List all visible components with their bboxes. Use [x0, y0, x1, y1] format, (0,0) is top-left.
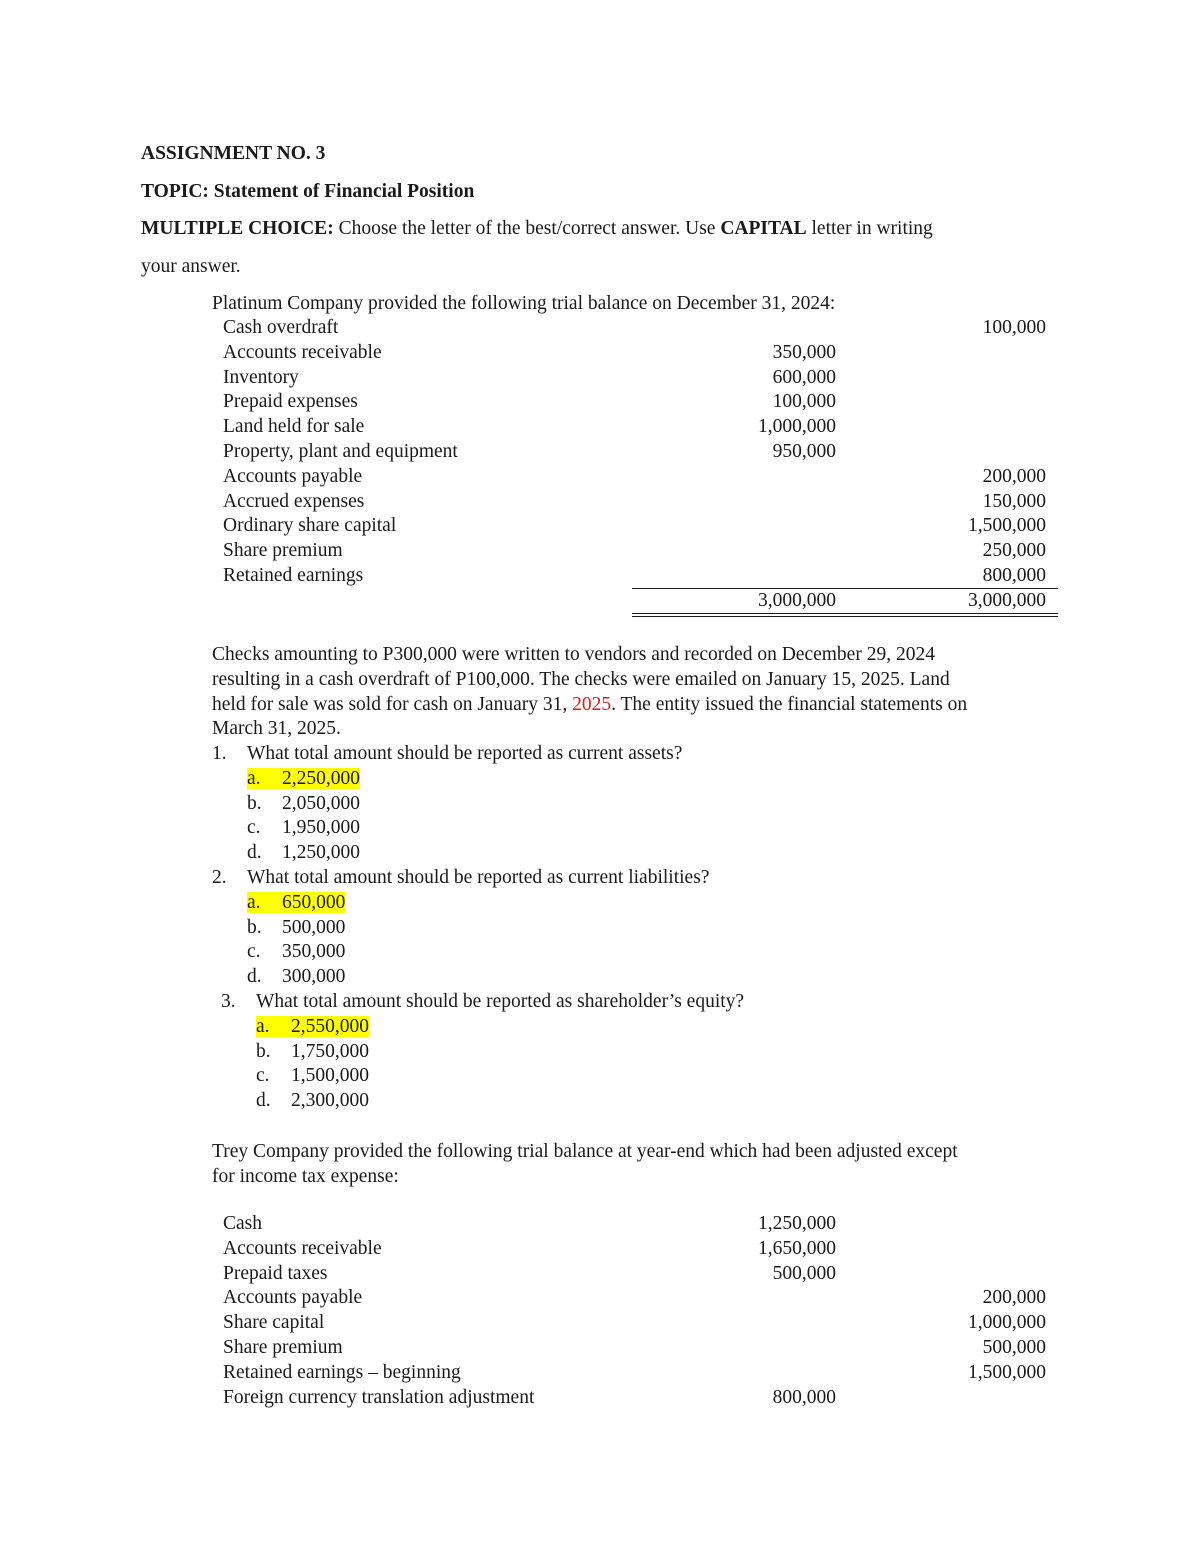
tb-row	[223, 1212, 1058, 1237]
option-letter: c.	[256, 1065, 270, 1087]
tb-row	[223, 1237, 1058, 1262]
option-row[interactable]	[212, 916, 709, 941]
tb-credit-value: 250,000	[982, 540, 1046, 562]
tb-debit-value: 950,000	[772, 441, 836, 462]
option-row[interactable]	[212, 940, 709, 965]
tb-debit-value: 800,000	[772, 1386, 836, 1408]
option-row[interactable]	[212, 891, 709, 916]
question-number: 3.	[221, 991, 236, 1012]
tb-row	[223, 539, 1058, 564]
tb-account-label: Share premium	[223, 540, 343, 562]
tb-row	[223, 1361, 1058, 1386]
option-letter: b.	[247, 916, 262, 938]
option-row[interactable]	[221, 1089, 744, 1114]
option-row[interactable]	[212, 816, 682, 841]
tb-account-label: Prepaid expenses	[223, 391, 358, 413]
tb-row	[223, 564, 1058, 589]
option-value: 2,250,000	[282, 767, 360, 789]
tb-debit-value: 350,000	[772, 341, 836, 363]
tb-row	[223, 1311, 1058, 1336]
tb-credit-value: 1,500,000	[968, 1361, 1046, 1383]
question-text: What total amount should be reported as current liabilities?	[247, 867, 710, 888]
option-row[interactable]	[212, 767, 682, 792]
option-value: 2,300,000	[291, 1090, 369, 1112]
tb-credit-value: 1,000,000	[968, 1312, 1046, 1334]
question-2-stem	[212, 866, 709, 891]
option-row[interactable]	[212, 965, 709, 990]
tb-debit-value: 1,250,000	[758, 1213, 836, 1234]
option-value: 2,050,000	[282, 792, 360, 814]
tb-row	[223, 366, 1058, 391]
tb-account-label: Share capital	[223, 1312, 325, 1334]
tb-account-label: Foreign currency translation adjustment	[223, 1386, 535, 1408]
option-letter: d.	[247, 842, 262, 864]
option-letter: d.	[256, 1090, 271, 1112]
option-value: 1,500,000	[291, 1065, 369, 1087]
option-value: 1,950,000	[282, 817, 360, 839]
tb-credit-value: 800,000	[982, 565, 1046, 586]
mc-instructions-line-2: your answer.	[141, 256, 241, 277]
tb-row	[223, 1386, 1058, 1411]
mc-instructions-text-2: letter in writing	[811, 218, 933, 239]
topic-label: TOPIC:	[141, 181, 209, 202]
tb-credit-value: 200,000	[982, 1287, 1046, 1309]
option-letter: b.	[247, 792, 262, 814]
option-letter: b.	[256, 1040, 271, 1062]
tb-row	[223, 1262, 1058, 1287]
tb-total-credit: 3,000,000	[968, 589, 1046, 611]
tb-row	[223, 316, 1058, 341]
narrative-line-3b: . The entity issued the financial statements on	[611, 693, 968, 715]
tb-row	[223, 1286, 1058, 1311]
trial-balance-1	[223, 316, 1058, 616]
option-highlight	[256, 1016, 369, 1037]
tb-account-label: Accrued expenses	[223, 490, 365, 512]
option-letter: c.	[247, 817, 261, 839]
question-1-stem	[212, 742, 682, 767]
narrative-line-4: March 31, 2025.	[212, 718, 341, 740]
tb-debit-value: 1,650,000	[758, 1237, 836, 1259]
tb-account-label: Accounts payable	[223, 465, 363, 487]
tb-account-label: Prepaid taxes	[223, 1262, 328, 1284]
tb-row	[223, 514, 1058, 539]
tb-account-label: Property, plant and equipment	[223, 441, 458, 462]
tb-credit-value: 150,000	[982, 490, 1046, 512]
tb-debit-value: 600,000	[772, 366, 836, 388]
option-highlight	[247, 892, 345, 913]
option-value: 1,750,000	[291, 1040, 369, 1062]
problem2-intro-line-2: for income tax expense:	[212, 1165, 399, 1187]
tb-row	[223, 440, 1058, 465]
tb-debit-value: 100,000	[772, 391, 836, 413]
tb-account-label: Retained earnings	[223, 565, 364, 586]
option-row[interactable]	[221, 1015, 744, 1040]
narrative-line-1: Checks amounting to P300,000 were written to vendors and recorded on December 29, 2024	[212, 644, 935, 665]
option-row[interactable]	[212, 792, 682, 817]
question-text: What total amount should be reported as current assets?	[247, 743, 683, 764]
option-row[interactable]	[212, 841, 682, 866]
tb-double-rule	[632, 613, 1058, 617]
tb-row	[223, 490, 1058, 515]
mc-instructions-text-1: Choose the letter of the best/correct answer. Use	[338, 218, 716, 239]
narrative-red-year: 2025	[572, 693, 612, 715]
narrative-line-3a: held for sale was sold for cash on January 31,	[212, 693, 568, 715]
topic-text: Statement of Financial Position	[213, 181, 475, 202]
option-letter: a.	[247, 767, 261, 789]
option-letter: a.	[256, 1015, 270, 1037]
option-row[interactable]	[221, 1040, 744, 1065]
option-value: 1,250,000	[282, 842, 360, 864]
question-text: What total amount should be reported as shareholder’s equity?	[256, 991, 745, 1012]
tb-account-label: Accounts receivable	[223, 341, 382, 363]
tb-account-label: Cash overdraft	[223, 317, 339, 338]
option-letter: a.	[247, 891, 261, 913]
tb-account-label: Share premium	[223, 1337, 343, 1358]
tb-account-label: Ordinary share capital	[223, 515, 397, 537]
tb-total-row	[223, 589, 1058, 614]
tb-account-label: Accounts payable	[223, 1287, 363, 1309]
mc-capital: CAPITAL	[720, 218, 807, 239]
tb-account-label: Cash	[223, 1213, 262, 1234]
trial-balance-2	[223, 1212, 1058, 1422]
option-value: 500,000	[282, 916, 346, 938]
tb-account-label: Land held for sale	[223, 416, 365, 438]
option-letter: c.	[247, 941, 261, 963]
option-highlight	[247, 768, 360, 789]
topic-line	[141, 181, 474, 203]
question-2	[212, 866, 709, 990]
tb-credit-value: 1,500,000	[968, 515, 1046, 537]
tb-row	[223, 341, 1058, 366]
tb-row	[223, 415, 1058, 440]
narrative-line-2: resulting in a cash overdraft of P100,000. The checks were emailed on January 15, 2025. Land	[212, 668, 950, 690]
tb-credit-value: 100,000	[982, 317, 1046, 338]
assignment-title: ASSIGNMENT NO. 3	[141, 143, 326, 164]
option-value: 350,000	[282, 941, 346, 963]
tb-account-label: Retained earnings – beginning	[223, 1361, 461, 1383]
question-3	[221, 990, 744, 1114]
mc-instructions-line-1	[141, 218, 933, 240]
option-value: 300,000	[282, 966, 346, 988]
problem2-intro	[212, 1140, 958, 1190]
mc-label: MULTIPLE CHOICE:	[141, 218, 334, 239]
tb-row	[223, 465, 1058, 490]
tb-row	[223, 390, 1058, 415]
problem1-intro: Platinum Company provided the following trial balance on December 31, 2024:	[212, 293, 836, 314]
tb-debit-value: 1,000,000	[758, 416, 836, 438]
question-number: 2.	[212, 867, 227, 888]
question-3-stem	[221, 990, 744, 1015]
tb-total-debit: 3,000,000	[758, 589, 836, 611]
option-value: 2,550,000	[291, 1015, 369, 1037]
tb-account-label: Inventory	[223, 366, 299, 388]
option-row[interactable]	[221, 1064, 744, 1089]
problem2-intro-line-1: Trey Company provided the following trial balance at year-end which had been adjusted except	[212, 1141, 958, 1162]
tb-account-label: Accounts receivable	[223, 1237, 382, 1259]
problem1-narrative	[212, 643, 967, 742]
tb-credit-value: 500,000	[982, 1337, 1046, 1358]
tb-row	[223, 1336, 1058, 1361]
tb-credit-value: 200,000	[982, 465, 1046, 487]
question-number: 1.	[212, 743, 227, 764]
option-letter: d.	[247, 966, 262, 988]
tb-debit-value: 500,000	[772, 1262, 836, 1284]
option-value: 650,000	[282, 891, 346, 913]
question-1	[212, 742, 682, 866]
narrative-line-3	[212, 693, 967, 718]
